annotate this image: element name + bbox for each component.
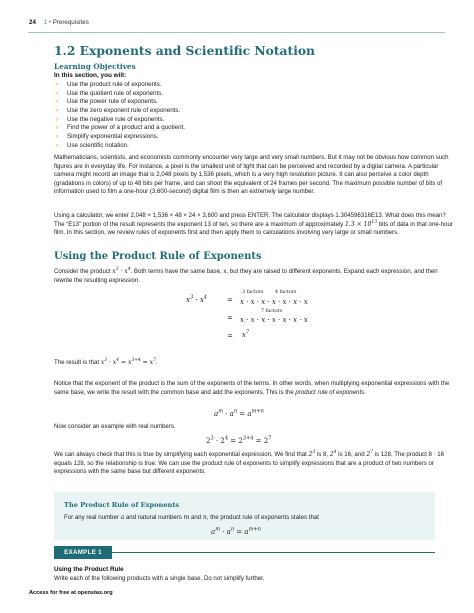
learning-objectives-list	[54, 81, 185, 151]
running-header	[29, 19, 89, 26]
learning-objectives-intro: In this section, you will:	[54, 72, 127, 79]
learning-objectives-title: Learning Objectives	[54, 62, 136, 71]
equals-sign: =	[227, 314, 233, 322]
example-badge: EXAMPLE 1	[54, 546, 112, 559]
list-item: › Use the power rule of exponents.	[56, 98, 158, 106]
product-intro-paragraph: Consider the product $x^3 \cdot x^4$. Both terms have the same base, x, but they are raised to different exponents. Expand each expression, and then rewrite the resulting expression.	[54, 266, 438, 284]
list-item: › Simplify exponential expressions.	[56, 133, 159, 141]
chevron-right-icon: ›	[56, 81, 59, 88]
list-item: › Use the negative rule of exponents.	[56, 115, 165, 123]
inline-expression: $x^3 \cdot x^4$	[112, 266, 131, 275]
derivation-lhs: $x^3 \cdot x^4$	[186, 294, 207, 304]
key-term: product rule of exponents.	[295, 388, 366, 396]
expanded-terms: x · x · x · x · x · x · x	[240, 298, 308, 306]
page-footer: Access for free at openstax.org	[29, 590, 113, 596]
example-rule	[112, 552, 435, 553]
equals-sign: =	[227, 332, 233, 340]
brace-label: 3 factors	[242, 290, 264, 295]
chapter-bullet: 1 •	[43, 19, 51, 26]
list-item: › Use the product rule of exponents.	[56, 81, 162, 88]
header-rule	[28, 32, 445, 33]
rule-explanation-paragraph: Notice that the exponent of the product is the sum of the exponents of the terms. In other words, when multiplying exponential expressions with the same base, we write the result with the common base and add the exponents. This is the product rule of exponents.	[54, 380, 450, 396]
box-title: The Product Rule of Exponents	[64, 501, 180, 509]
chevron-right-icon: ›	[56, 89, 59, 97]
example-lead-paragraph: Now consider an example with real numbers.	[54, 423, 176, 430]
verification-paragraph: We can always check that this is true by simplifying each exponential expression. We find that $2^3$ is 8, $2^4$ is 16, and $2^7$ is 128. The product 8 · 16 equals 128, so the relationship is true. We can use the product rule of exponents to simplify expressions that are a product of two numbers or expressions with the same base but different exponents.	[54, 449, 445, 476]
chevron-right-icon: ›	[56, 98, 59, 106]
derivation-result: $x^7$	[242, 329, 250, 339]
list-item: › Use scientific notation.	[56, 141, 129, 149]
equals-sign: =	[227, 296, 233, 304]
chevron-right-icon: ›	[56, 133, 59, 141]
calculator-paragraph: Using a calculator, we enter 2,048 × 1,536 × 48 × 24 × 3,600 and press ENTER. The calculator displays 1.304596316E13. What does this mean? The “E13” portion of the result represents the exponent 13 of ten, so there are a maximum of approximately $1.3 \times 10^{13}$ bits of data in that one-hour film. In this section, we review rules of exponents first and then apply them to calculations involving very large or small numbers.	[54, 212, 453, 237]
example-title: Using the Product Rule	[54, 566, 124, 573]
chevron-right-icon: ›	[56, 124, 59, 132]
box-equation: $a^m \cdot a^n = a^{m+n}$	[211, 526, 261, 536]
chevron-right-icon: ›	[56, 141, 59, 149]
list-item: › Use the zero exponent rule of exponents.	[56, 107, 181, 115]
scientific-number: $1.3 \times 10^{13}$	[344, 219, 377, 228]
subsection-title: Using the Product Rule of Exponents	[54, 251, 262, 262]
result-paragraph: The result is that $x^3 \cdot x^4 = x^{3+4} = x^7$.	[54, 357, 158, 366]
list-item: › Find the power of a product and a quotient.	[56, 124, 185, 132]
section-title: 1.2 Exponents and Scientific Notation	[54, 43, 316, 58]
expanded-terms: x · x · x · x · x · x · x	[240, 316, 308, 324]
chevron-right-icon: ›	[56, 107, 59, 115]
product-rule-equation: $a^m \cdot a^n = a^{m+n}$	[214, 408, 264, 418]
box-text: For any real number a and natural numbers m and n, the product rule of exponents states that	[64, 514, 319, 521]
page-number: 24	[29, 19, 36, 26]
chapter-name: Prerequisites	[52, 19, 89, 26]
expansion-derivation	[182, 291, 312, 359]
brace-label: 4 factors	[275, 290, 297, 295]
numeric-equation: $2^3 \cdot 2^4 = 2^{3+4} = 2^7$	[206, 435, 272, 445]
list-item: › Use the quotient rule of exponents.	[56, 89, 163, 97]
chevron-right-icon: ›	[56, 115, 59, 123]
product-rule-box	[54, 492, 435, 540]
example-text: Write each of the following products with a single base. Do not simplify further.	[54, 575, 265, 582]
brace-label: 7 factors	[261, 309, 283, 314]
intro-paragraph: Mathematicians, scientists, and economists commonly encounter very large and very small numbers. But it may not be obvious how common such figures are in everyday life. For instance, a pixel is the smallest unit of light that can be perceived and recorded by a digital camera. A particular camera might record an image that is 2,048 pixels by 1,536 pixels, which is a very high resolution picture. It can also perceive a color depth (gradations in colors) of up to 48 bits per frame, and can shoot the equivalent of 24 frames per second. The maximum possible number of bits of information used to film a one-hour (3,600-second) digital film is then an extremely large number.	[54, 154, 449, 196]
